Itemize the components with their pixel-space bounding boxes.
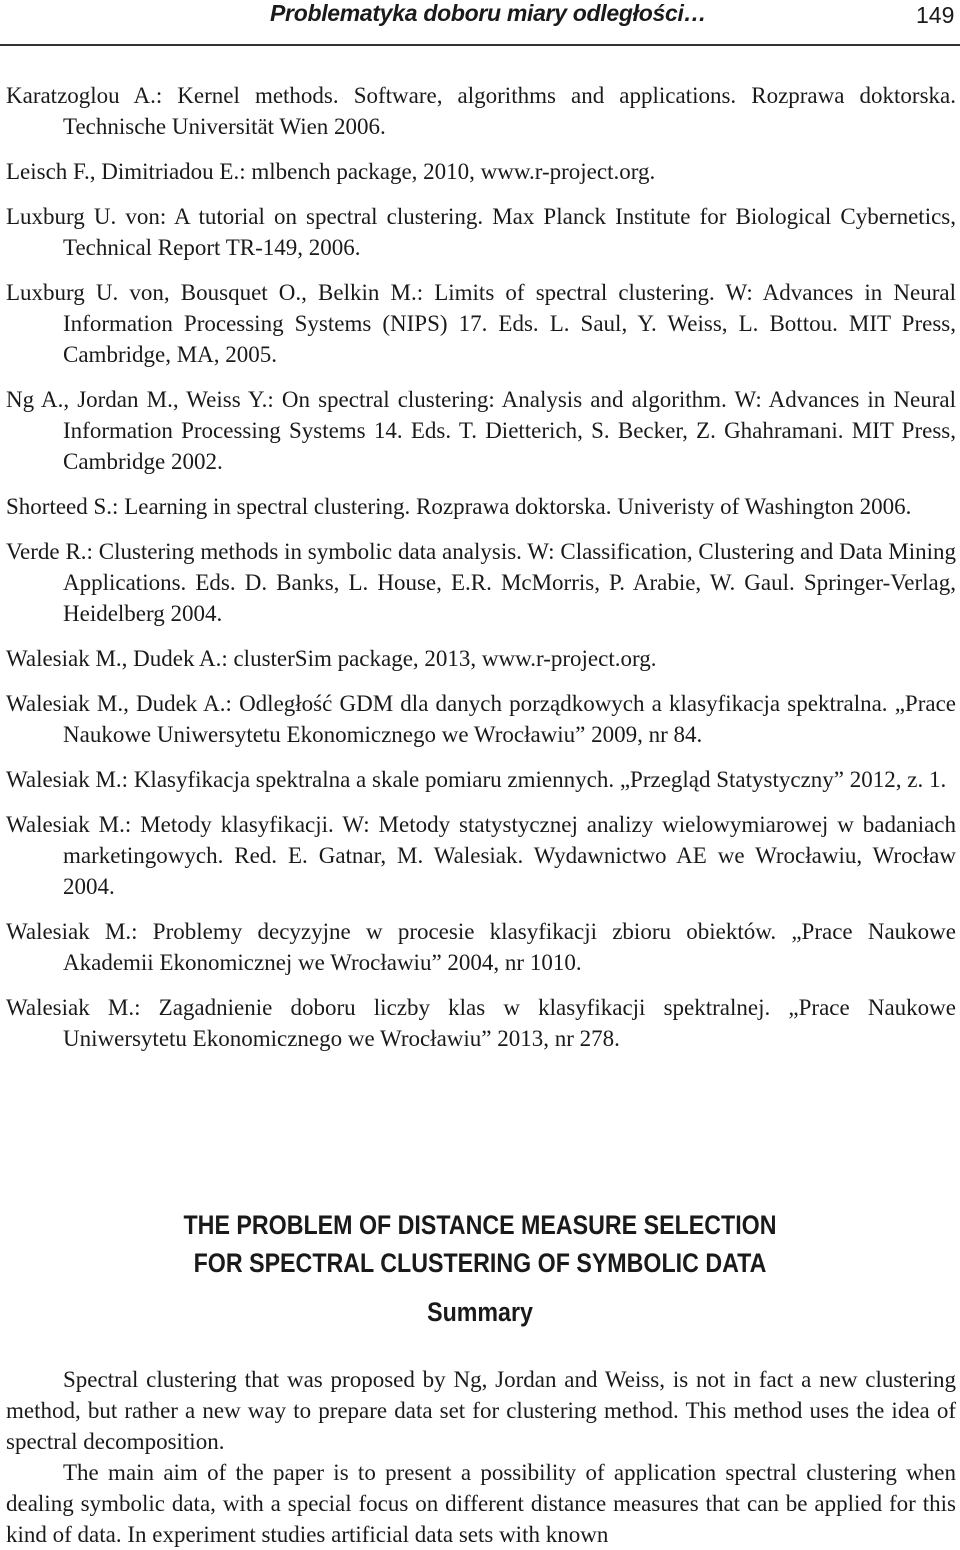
english-title-line-1: THE PROBLEM OF DISTANCE MEASURE SELECTION [183, 1210, 777, 1240]
reference-item: Walesiak M., Dudek A.: Odległość GDM dla danych porządkowych a klasyfikacja spektralna. „Prace Naukowe Uniwersytetu Ekonomicznego we Wrocławiu” 2009, nr 84. [6, 691, 956, 747]
running-title: Problematyka doboru miary odległości… [270, 0, 707, 26]
reference-item: Karatzoglou A.: Kernel methods. Software, algorithms and applications. Rozprawa doktorska. Technische Universität Wien 2006. [6, 83, 956, 139]
reference-item: Luxburg U. von, Bousquet O., Belkin M.: Limits of spectral clustering. W: Advances in Neural Information Processing Systems (NIPS) 17. Eds. L. Saul, Y. Weiss, L. Bottou. MIT Press, Cambridge, MA, 2005. [6, 280, 956, 367]
reference-list [6, 80, 956, 1068]
summary-body [6, 1364, 956, 1550]
reference-item: Walesiak M.: Metody klasyfikacji. W: Metody statystycznej analizy wielowymiarowej w badaniach marketingowych. Red. E. Gatnar, M. Walesiak. Wydawnictwo AE we Wrocławiu, Wrocław 2004. [6, 812, 956, 899]
reference-item: Walesiak M.: Zagadnienie doboru liczby klas w klasyfikacji spektralnej. „Prace Naukowe Uniwersytetu Ekonomicznego we Wrocławiu” 2013, nr 278. [6, 995, 956, 1051]
reference-item: Verde R.: Clustering methods in symbolic data analysis. W: Classification, Clustering and Data Mining Applications. Eds. D. Banks, L. House, E.R. McMorris, P. Arabie, W. Gaul. Springer-Verlag, Heidelberg 2004. [6, 539, 956, 626]
summary-paragraph: The main aim of the paper is to present a possibility of application spectral clustering when dealing symbolic data, with a special focus on different distance measures that can be applied for this kind of data. In experiment studies artificial data sets with known [6, 1460, 956, 1547]
reference-item: Walesiak M.: Klasyfikacja spektralna a skale pomiaru zmiennych. „Przegląd Statystyczny” 2012, z. 1. [6, 767, 947, 792]
summary-paragraph: Spectral clustering that was proposed by Ng, Jordan and Weiss, is not in fact a new clustering method, but rather a new way to prepare data set for clustering method. This method uses the idea of spectral decomposition. [6, 1367, 956, 1454]
reference-item: Ng A., Jordan M., Weiss Y.: On spectral clustering: Analysis and algorithm. W: Advances in Neural Information Processing Systems 14. Eds. T. Dietterich, S. Becker, Z. Ghahramani. MIT Press, Cambridge 2002. [6, 387, 956, 474]
english-title [67, 1206, 893, 1282]
reference-item: Walesiak M.: Problemy decyzyjne w procesie klasyfikacji zbioru obiektów. „Prace Naukowe Akademii Ekonomicznej we Wrocławiu” 2004, nr 1010. [6, 919, 956, 975]
english-title-line-2: FOR SPECTRAL CLUSTERING OF SYMBOLIC DATA [193, 1248, 767, 1278]
reference-item: Shorteed S.: Learning in spectral clustering. Rozprawa doktorska. Univeristy of Washington 2006. [6, 494, 912, 519]
page-number: 149 [916, 2, 955, 28]
page-header [0, 0, 960, 46]
reference-item: Walesiak M., Dudek A.: clusterSim package, 2013, www.r-project.org. [6, 646, 657, 671]
reference-item: Leisch F., Dimitriadou E.: mlbench package, 2010, www.r-project.org. [6, 159, 656, 184]
summary-heading: Summary [427, 1297, 533, 1327]
reference-item: Luxburg U. von: A tutorial on spectral clustering. Max Planck Institute for Biological Cybernetics, Technical Report TR-149, 2006. [6, 204, 956, 260]
